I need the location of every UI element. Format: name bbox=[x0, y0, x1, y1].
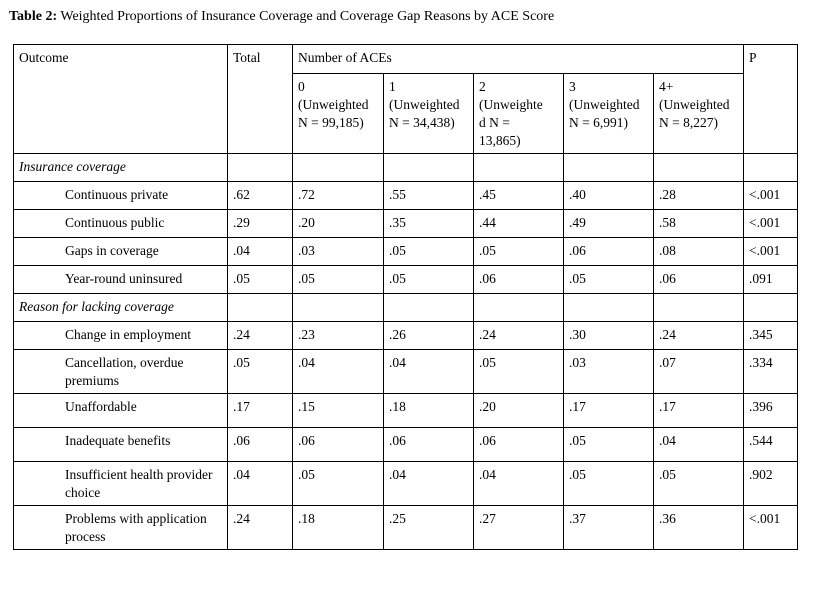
p-value-cell: <.001 bbox=[744, 182, 798, 210]
header-total: Total bbox=[228, 45, 293, 154]
total-cell: .17 bbox=[228, 394, 293, 428]
aces-0-cell: .03 bbox=[293, 238, 384, 266]
section-title: Insurance coverage bbox=[14, 154, 228, 182]
aces-0-cell: .05 bbox=[293, 462, 384, 506]
aces-0-cell: .23 bbox=[293, 322, 384, 350]
aces-1-cell: .04 bbox=[384, 350, 474, 394]
row-label: Inadequate benefits bbox=[14, 428, 228, 462]
header-aces-group-line: 4+ bbox=[659, 79, 674, 94]
aces-0-cell: .05 bbox=[293, 266, 384, 294]
total-cell: .24 bbox=[228, 506, 293, 550]
aces-4plus-cell: .04 bbox=[654, 428, 744, 462]
row-label: Year-round uninsured bbox=[14, 266, 228, 294]
table-row bbox=[14, 210, 798, 238]
aces-0-cell: .04 bbox=[293, 350, 384, 394]
aces-3-cell: .05 bbox=[564, 428, 654, 462]
total-cell: .62 bbox=[228, 182, 293, 210]
section-row bbox=[14, 154, 798, 182]
table-row bbox=[14, 182, 798, 210]
header-aces-group-line: d N = bbox=[479, 115, 510, 130]
aces-2-cell: .04 bbox=[474, 462, 564, 506]
aces-2-cell: .24 bbox=[474, 322, 564, 350]
header-aces-group-line: (Unweighted bbox=[389, 97, 460, 112]
aces-1-cell: .26 bbox=[384, 322, 474, 350]
empty-cell bbox=[474, 294, 564, 322]
aces-2-cell: .06 bbox=[474, 428, 564, 462]
header-aces-group-line: 0 bbox=[298, 79, 305, 94]
table-caption bbox=[9, 9, 554, 25]
empty-cell bbox=[474, 154, 564, 182]
aces-4plus-cell: .28 bbox=[654, 182, 744, 210]
row-label: Problems with application process bbox=[14, 506, 228, 550]
header-aces-group-line: 2 bbox=[479, 79, 486, 94]
p-value-cell: .334 bbox=[744, 350, 798, 394]
aces-3-cell: .17 bbox=[564, 394, 654, 428]
aces-0-cell: .06 bbox=[293, 428, 384, 462]
table-row bbox=[14, 394, 798, 428]
aces-4plus-cell: .17 bbox=[654, 394, 744, 428]
p-value-cell: <.001 bbox=[744, 506, 798, 550]
header-aces-group-line: N = 6,991) bbox=[569, 115, 628, 130]
aces-1-cell: .04 bbox=[384, 462, 474, 506]
header-outcome: Outcome bbox=[14, 45, 228, 154]
empty-cell bbox=[564, 294, 654, 322]
aces-3-cell: .05 bbox=[564, 266, 654, 294]
aces-4plus-cell: .08 bbox=[654, 238, 744, 266]
p-value-cell: <.001 bbox=[744, 238, 798, 266]
header-aces-group-line: 3 bbox=[569, 79, 576, 94]
aces-1-cell: .06 bbox=[384, 428, 474, 462]
total-cell: .04 bbox=[228, 462, 293, 506]
aces-2-cell: .05 bbox=[474, 350, 564, 394]
total-cell: .24 bbox=[228, 322, 293, 350]
empty-cell bbox=[384, 294, 474, 322]
aces-3-cell: .49 bbox=[564, 210, 654, 238]
total-cell: .29 bbox=[228, 210, 293, 238]
header-aces-group-line: 1 bbox=[389, 79, 396, 94]
aces-0-cell: .18 bbox=[293, 506, 384, 550]
aces-3-cell: .03 bbox=[564, 350, 654, 394]
header-aces-group-line: N = 8,227) bbox=[659, 115, 718, 130]
empty-cell bbox=[744, 294, 798, 322]
header-aces-group-line: (Unweighted bbox=[298, 97, 369, 112]
header-number-of-aces: Number of ACEs bbox=[293, 45, 744, 74]
aces-1-cell: .18 bbox=[384, 394, 474, 428]
empty-cell bbox=[293, 294, 384, 322]
aces-4plus-cell: .24 bbox=[654, 322, 744, 350]
header-aces-group-line: (Unweighte bbox=[479, 97, 543, 112]
table-row bbox=[14, 428, 798, 462]
empty-cell bbox=[228, 294, 293, 322]
header-aces-group-0 bbox=[293, 74, 384, 154]
aces-1-cell: .05 bbox=[384, 266, 474, 294]
header-aces-group-3 bbox=[564, 74, 654, 154]
aces-2-cell: .27 bbox=[474, 506, 564, 550]
table-row bbox=[14, 506, 798, 550]
header-aces-group-line: (Unweighted bbox=[659, 97, 730, 112]
total-cell: .04 bbox=[228, 238, 293, 266]
row-label: Continuous public bbox=[14, 210, 228, 238]
header-aces-group-4 bbox=[654, 74, 744, 154]
aces-4plus-cell: .05 bbox=[654, 462, 744, 506]
aces-1-cell: .55 bbox=[384, 182, 474, 210]
empty-cell bbox=[384, 154, 474, 182]
aces-3-cell: .05 bbox=[564, 462, 654, 506]
aces-0-cell: .15 bbox=[293, 394, 384, 428]
aces-3-cell: .06 bbox=[564, 238, 654, 266]
row-label: Unaffordable bbox=[14, 394, 228, 428]
total-cell: .06 bbox=[228, 428, 293, 462]
aces-1-cell: .25 bbox=[384, 506, 474, 550]
row-label: Continuous private bbox=[14, 182, 228, 210]
aces-3-cell: .37 bbox=[564, 506, 654, 550]
table-row bbox=[14, 266, 798, 294]
table-row bbox=[14, 238, 798, 266]
header-aces-group-line: 13,865) bbox=[479, 133, 521, 148]
row-label: Cancellation, overdue premiums bbox=[14, 350, 228, 394]
p-value-cell: .544 bbox=[744, 428, 798, 462]
section-title: Reason for lacking coverage bbox=[14, 294, 228, 322]
p-value-cell: .902 bbox=[744, 462, 798, 506]
section-row bbox=[14, 294, 798, 322]
empty-cell bbox=[654, 154, 744, 182]
aces-0-cell: .72 bbox=[293, 182, 384, 210]
empty-cell bbox=[744, 154, 798, 182]
header-aces-group-1 bbox=[384, 74, 474, 154]
table-row bbox=[14, 462, 798, 506]
table-row bbox=[14, 322, 798, 350]
header-aces-group-line: N = 34,438) bbox=[389, 115, 455, 130]
aces-2-cell: .44 bbox=[474, 210, 564, 238]
aces-0-cell: .20 bbox=[293, 210, 384, 238]
aces-1-cell: .35 bbox=[384, 210, 474, 238]
aces-2-cell: .20 bbox=[474, 394, 564, 428]
aces-3-cell: .40 bbox=[564, 182, 654, 210]
p-value-cell: <.001 bbox=[744, 210, 798, 238]
empty-cell bbox=[293, 154, 384, 182]
aces-1-cell: .05 bbox=[384, 238, 474, 266]
aces-4plus-cell: .07 bbox=[654, 350, 744, 394]
empty-cell bbox=[228, 154, 293, 182]
table-row bbox=[14, 350, 798, 394]
aces-2-cell: .05 bbox=[474, 238, 564, 266]
aces-2-cell: .06 bbox=[474, 266, 564, 294]
row-label: Insufficient health provider choice bbox=[14, 462, 228, 506]
aces-3-cell: .30 bbox=[564, 322, 654, 350]
header-aces-group-line: N = 99,185) bbox=[298, 115, 364, 130]
aces-2-cell: .45 bbox=[474, 182, 564, 210]
row-label: Gaps in coverage bbox=[14, 238, 228, 266]
p-value-cell: .396 bbox=[744, 394, 798, 428]
p-value-cell: .091 bbox=[744, 266, 798, 294]
header-aces-group-line: (Unweighted bbox=[569, 97, 640, 112]
aces-4plus-cell: .06 bbox=[654, 266, 744, 294]
header-aces-group-2 bbox=[474, 74, 564, 154]
empty-cell bbox=[654, 294, 744, 322]
total-cell: .05 bbox=[228, 266, 293, 294]
total-cell: .05 bbox=[228, 350, 293, 394]
ace-insurance-table bbox=[13, 44, 798, 550]
header-p: P bbox=[744, 45, 798, 154]
p-value-cell: .345 bbox=[744, 322, 798, 350]
empty-cell bbox=[564, 154, 654, 182]
header-row bbox=[14, 45, 798, 74]
aces-4plus-cell: .36 bbox=[654, 506, 744, 550]
row-label: Change in employment bbox=[14, 322, 228, 350]
aces-4plus-cell: .58 bbox=[654, 210, 744, 238]
table-caption-title: Weighted Proportions of Insurance Coverage and Coverage Gap Reasons by ACE Score bbox=[57, 9, 555, 24]
table-caption-prefix: Table 2: bbox=[9, 9, 58, 24]
